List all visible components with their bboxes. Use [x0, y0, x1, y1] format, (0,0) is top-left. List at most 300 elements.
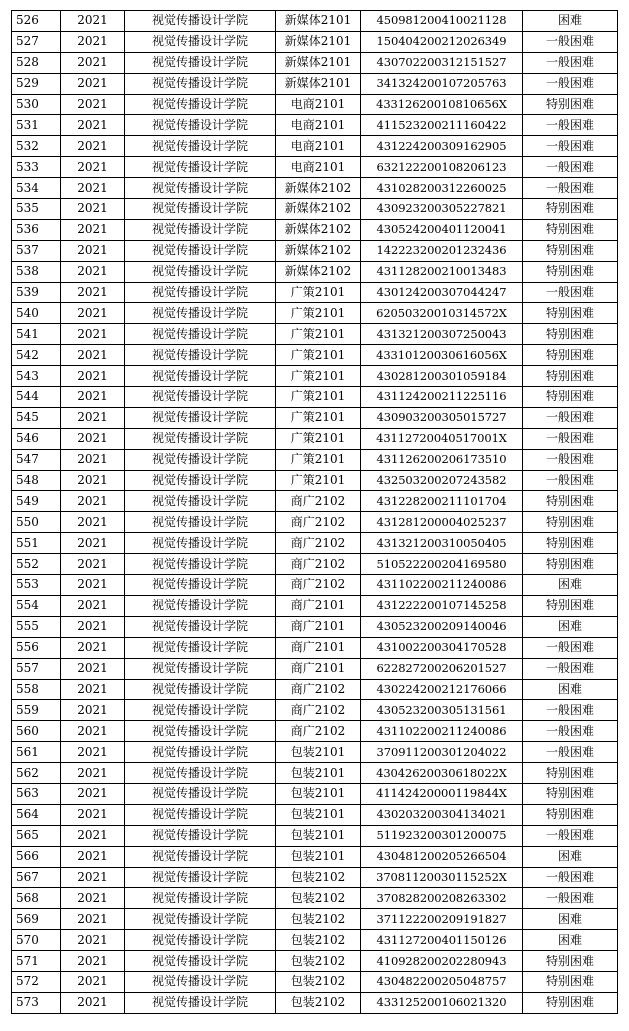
difficulty-level-cell: 特别困难	[523, 595, 618, 616]
row-number-cell: 553	[12, 575, 61, 596]
year-cell: 2021	[61, 199, 125, 220]
id-number-cell: 430482200205048757	[361, 971, 523, 992]
year-cell: 2021	[61, 157, 125, 178]
difficulty-level-cell: 一般困难	[523, 157, 618, 178]
college-cell: 视觉传播设计学院	[125, 219, 276, 240]
college-cell: 视觉传播设计学院	[125, 825, 276, 846]
row-number-cell: 541	[12, 324, 61, 345]
class-cell: 包装2102	[276, 930, 361, 951]
year-cell: 2021	[61, 366, 125, 387]
college-cell: 视觉传播设计学院	[125, 491, 276, 512]
table-row	[12, 199, 618, 220]
id-number-cell: 431126200206173510	[361, 449, 523, 470]
id-number-cell: 622827200206201527	[361, 658, 523, 679]
row-number-cell: 544	[12, 387, 61, 408]
college-cell: 视觉传播设计学院	[125, 366, 276, 387]
table-row	[12, 721, 618, 742]
table-row	[12, 491, 618, 512]
college-cell: 视觉传播设计学院	[125, 512, 276, 533]
row-number-cell: 557	[12, 658, 61, 679]
table-row	[12, 240, 618, 261]
class-cell: 商广2102	[276, 554, 361, 575]
year-cell: 2021	[61, 261, 125, 282]
college-cell: 视觉传播设计学院	[125, 73, 276, 94]
year-cell: 2021	[61, 867, 125, 888]
table-row	[12, 742, 618, 763]
row-number-cell: 534	[12, 178, 61, 199]
id-number-cell: 430224200212176066	[361, 679, 523, 700]
college-cell: 视觉传播设计学院	[125, 575, 276, 596]
table-row	[12, 345, 618, 366]
table-row	[12, 449, 618, 470]
college-cell: 视觉传播设计学院	[125, 700, 276, 721]
row-number-cell: 563	[12, 783, 61, 804]
year-cell: 2021	[61, 721, 125, 742]
college-cell: 视觉传播设计学院	[125, 533, 276, 554]
year-cell: 2021	[61, 31, 125, 52]
difficulty-level-cell: 特别困难	[523, 324, 618, 345]
college-cell: 视觉传播设计学院	[125, 428, 276, 449]
table-row	[12, 951, 618, 972]
college-cell: 视觉传播设计学院	[125, 679, 276, 700]
class-cell: 新媒体2102	[276, 178, 361, 199]
year-cell: 2021	[61, 992, 125, 1013]
id-number-cell: 430702200312151527	[361, 52, 523, 73]
class-cell: 广策2101	[276, 449, 361, 470]
year-cell: 2021	[61, 909, 125, 930]
college-cell: 视觉传播设计学院	[125, 345, 276, 366]
difficulty-level-cell: 特别困难	[523, 971, 618, 992]
row-number-cell: 539	[12, 282, 61, 303]
table-row	[12, 470, 618, 491]
class-cell: 新媒体2101	[276, 31, 361, 52]
year-cell: 2021	[61, 449, 125, 470]
difficulty-level-cell: 一般困难	[523, 136, 618, 157]
id-number-cell: 431002200304170528	[361, 637, 523, 658]
class-cell: 包装2101	[276, 783, 361, 804]
row-number-cell: 530	[12, 94, 61, 115]
table-body	[12, 11, 618, 1014]
college-cell: 视觉传播设计学院	[125, 909, 276, 930]
college-cell: 视觉传播设计学院	[125, 804, 276, 825]
row-number-cell: 533	[12, 157, 61, 178]
year-cell: 2021	[61, 804, 125, 825]
id-number-cell: 410928200202280943	[361, 951, 523, 972]
college-cell: 视觉传播设计学院	[125, 11, 276, 32]
class-cell: 广策2101	[276, 345, 361, 366]
table-row	[12, 575, 618, 596]
class-cell: 包装2101	[276, 742, 361, 763]
id-number-cell: 43312620010810656X	[361, 94, 523, 115]
year-cell: 2021	[61, 491, 125, 512]
class-cell: 商广2102	[276, 491, 361, 512]
year-cell: 2021	[61, 11, 125, 32]
id-number-cell: 430481200205266504	[361, 846, 523, 867]
row-number-cell: 538	[12, 261, 61, 282]
class-cell: 商广2102	[276, 700, 361, 721]
row-number-cell: 550	[12, 512, 61, 533]
class-cell: 电商2101	[276, 115, 361, 136]
id-number-cell: 431321200310050405	[361, 533, 523, 554]
id-number-cell: 430523200209140046	[361, 616, 523, 637]
difficulty-level-cell: 一般困难	[523, 73, 618, 94]
id-number-cell: 142223200201232436	[361, 240, 523, 261]
college-cell: 视觉传播设计学院	[125, 658, 276, 679]
college-cell: 视觉传播设计学院	[125, 616, 276, 637]
college-cell: 视觉传播设计学院	[125, 387, 276, 408]
difficulty-level-cell: 一般困难	[523, 825, 618, 846]
row-number-cell: 529	[12, 73, 61, 94]
id-number-cell: 150404200212026349	[361, 31, 523, 52]
year-cell: 2021	[61, 178, 125, 199]
college-cell: 视觉传播设计学院	[125, 742, 276, 763]
difficulty-level-cell: 特别困难	[523, 366, 618, 387]
class-cell: 广策2101	[276, 428, 361, 449]
row-number-cell: 554	[12, 595, 61, 616]
college-cell: 视觉传播设计学院	[125, 31, 276, 52]
college-cell: 视觉传播设计学院	[125, 282, 276, 303]
year-cell: 2021	[61, 428, 125, 449]
table-row	[12, 178, 618, 199]
class-cell: 新媒体2101	[276, 52, 361, 73]
difficulty-level-cell: 一般困难	[523, 470, 618, 491]
id-number-cell: 37081120030115252X	[361, 867, 523, 888]
college-cell: 视觉传播设计学院	[125, 324, 276, 345]
table-row	[12, 73, 618, 94]
id-number-cell: 450981200410021128	[361, 11, 523, 32]
table-row	[12, 136, 618, 157]
table-row	[12, 909, 618, 930]
difficulty-level-cell: 困难	[523, 575, 618, 596]
year-cell: 2021	[61, 951, 125, 972]
table-row	[12, 804, 618, 825]
id-number-cell: 430281200301059184	[361, 366, 523, 387]
table-row	[12, 52, 618, 73]
id-number-cell: 41142420000119844X	[361, 783, 523, 804]
class-cell: 广策2101	[276, 366, 361, 387]
difficulty-level-cell: 一般困难	[523, 282, 618, 303]
class-cell: 商广2102	[276, 721, 361, 742]
table-row	[12, 157, 618, 178]
id-number-cell: 370911200301204022	[361, 742, 523, 763]
class-cell: 新媒体2101	[276, 73, 361, 94]
table-row	[12, 658, 618, 679]
college-cell: 视觉传播设计学院	[125, 554, 276, 575]
difficulty-level-cell: 特别困难	[523, 783, 618, 804]
year-cell: 2021	[61, 219, 125, 240]
difficulty-level-cell: 一般困难	[523, 449, 618, 470]
year-cell: 2021	[61, 783, 125, 804]
table-row	[12, 31, 618, 52]
college-cell: 视觉传播设计学院	[125, 157, 276, 178]
row-number-cell: 532	[12, 136, 61, 157]
id-number-cell: 432503200207243582	[361, 470, 523, 491]
college-cell: 视觉传播设计学院	[125, 470, 276, 491]
college-cell: 视觉传播设计学院	[125, 136, 276, 157]
class-cell: 新媒体2102	[276, 261, 361, 282]
year-cell: 2021	[61, 407, 125, 428]
class-cell: 广策2101	[276, 407, 361, 428]
college-cell: 视觉传播设计学院	[125, 178, 276, 199]
difficulty-level-cell: 特别困难	[523, 94, 618, 115]
difficulty-level-cell: 困难	[523, 930, 618, 951]
difficulty-level-cell: 一般困难	[523, 31, 618, 52]
table-row	[12, 94, 618, 115]
id-number-cell: 411523200211160422	[361, 115, 523, 136]
class-cell: 新媒体2102	[276, 199, 361, 220]
table-row	[12, 637, 618, 658]
year-cell: 2021	[61, 679, 125, 700]
difficulty-level-cell: 困难	[523, 909, 618, 930]
difficulty-level-cell: 特别困难	[523, 199, 618, 220]
id-number-cell: 431321200307250043	[361, 324, 523, 345]
class-cell: 广策2101	[276, 282, 361, 303]
table-row	[12, 616, 618, 637]
difficulty-level-cell: 特别困难	[523, 554, 618, 575]
row-number-cell: 531	[12, 115, 61, 136]
year-cell: 2021	[61, 763, 125, 784]
id-number-cell: 371122200209191827	[361, 909, 523, 930]
college-cell: 视觉传播设计学院	[125, 407, 276, 428]
year-cell: 2021	[61, 512, 125, 533]
class-cell: 商广2101	[276, 616, 361, 637]
id-number-cell: 430203200304134021	[361, 804, 523, 825]
year-cell: 2021	[61, 616, 125, 637]
difficulty-level-cell: 一般困难	[523, 658, 618, 679]
class-cell: 广策2101	[276, 470, 361, 491]
id-number-cell: 430524200401120041	[361, 219, 523, 240]
year-cell: 2021	[61, 282, 125, 303]
id-number-cell: 43042620030618022X	[361, 763, 523, 784]
id-number-cell: 431224200309162905	[361, 136, 523, 157]
table-row	[12, 512, 618, 533]
row-number-cell: 536	[12, 219, 61, 240]
id-number-cell: 430923200305227821	[361, 199, 523, 220]
table-row	[12, 992, 618, 1013]
difficulty-level-cell: 特别困难	[523, 240, 618, 261]
class-cell: 广策2101	[276, 303, 361, 324]
table-row	[12, 115, 618, 136]
table-row	[12, 554, 618, 575]
college-cell: 视觉传播设计学院	[125, 637, 276, 658]
row-number-cell: 560	[12, 721, 61, 742]
difficulty-level-cell: 特别困难	[523, 219, 618, 240]
class-cell: 包装2102	[276, 951, 361, 972]
class-cell: 商广2101	[276, 637, 361, 658]
row-number-cell: 528	[12, 52, 61, 73]
class-cell: 广策2101	[276, 324, 361, 345]
difficulty-level-cell: 一般困难	[523, 867, 618, 888]
row-number-cell: 573	[12, 992, 61, 1013]
year-cell: 2021	[61, 387, 125, 408]
id-number-cell: 632122200108206123	[361, 157, 523, 178]
table-row	[12, 282, 618, 303]
class-cell: 包装2101	[276, 846, 361, 867]
difficulty-level-cell: 一般困难	[523, 178, 618, 199]
row-number-cell: 556	[12, 637, 61, 658]
difficulty-level-cell: 一般困难	[523, 742, 618, 763]
college-cell: 视觉传播设计学院	[125, 992, 276, 1013]
table-row	[12, 387, 618, 408]
class-cell: 广策2101	[276, 387, 361, 408]
difficulty-level-cell: 一般困难	[523, 700, 618, 721]
table-row	[12, 595, 618, 616]
college-cell: 视觉传播设计学院	[125, 763, 276, 784]
table-row	[12, 533, 618, 554]
id-number-cell: 341324200107205763	[361, 73, 523, 94]
row-number-cell: 552	[12, 554, 61, 575]
year-cell: 2021	[61, 971, 125, 992]
row-number-cell: 543	[12, 366, 61, 387]
difficulty-level-cell: 特别困难	[523, 804, 618, 825]
difficulty-level-cell: 一般困难	[523, 721, 618, 742]
row-number-cell: 540	[12, 303, 61, 324]
class-cell: 商广2102	[276, 512, 361, 533]
table-row	[12, 888, 618, 909]
row-number-cell: 564	[12, 804, 61, 825]
table-row	[12, 679, 618, 700]
difficulty-level-cell: 特别困难	[523, 533, 618, 554]
year-cell: 2021	[61, 742, 125, 763]
class-cell: 商广2102	[276, 575, 361, 596]
class-cell: 新媒体2102	[276, 240, 361, 261]
year-cell: 2021	[61, 554, 125, 575]
difficulty-level-cell: 特别困难	[523, 303, 618, 324]
row-number-cell: 561	[12, 742, 61, 763]
row-number-cell: 555	[12, 616, 61, 637]
table-row	[12, 303, 618, 324]
row-number-cell: 566	[12, 846, 61, 867]
table-row	[12, 867, 618, 888]
row-number-cell: 549	[12, 491, 61, 512]
year-cell: 2021	[61, 324, 125, 345]
difficulty-level-cell: 一般困难	[523, 888, 618, 909]
difficulty-level-cell: 特别困难	[523, 261, 618, 282]
class-cell: 商广2101	[276, 595, 361, 616]
year-cell: 2021	[61, 345, 125, 366]
difficulty-level-cell: 特别困难	[523, 387, 618, 408]
year-cell: 2021	[61, 637, 125, 658]
year-cell: 2021	[61, 73, 125, 94]
table-row	[12, 700, 618, 721]
id-number-cell: 510522200204169580	[361, 554, 523, 575]
row-number-cell: 547	[12, 449, 61, 470]
table-row	[12, 846, 618, 867]
year-cell: 2021	[61, 575, 125, 596]
id-number-cell: 431102200211240086	[361, 575, 523, 596]
class-cell: 包装2102	[276, 971, 361, 992]
year-cell: 2021	[61, 825, 125, 846]
class-cell: 新媒体2102	[276, 219, 361, 240]
year-cell: 2021	[61, 136, 125, 157]
row-number-cell: 571	[12, 951, 61, 972]
year-cell: 2021	[61, 303, 125, 324]
table-row	[12, 930, 618, 951]
id-number-cell: 431128200210013483	[361, 261, 523, 282]
year-cell: 2021	[61, 240, 125, 261]
id-number-cell: 431102200211240086	[361, 721, 523, 742]
year-cell: 2021	[61, 930, 125, 951]
difficulty-level-cell: 特别困难	[523, 345, 618, 366]
class-cell: 包装2101	[276, 763, 361, 784]
table-row	[12, 11, 618, 32]
id-number-cell: 431281200004025237	[361, 512, 523, 533]
table-row	[12, 407, 618, 428]
id-number-cell: 62050320010314572X	[361, 303, 523, 324]
college-cell: 视觉传播设计学院	[125, 930, 276, 951]
difficulty-level-cell: 一般困难	[523, 52, 618, 73]
id-number-cell: 433125200106021320	[361, 992, 523, 1013]
table-row	[12, 783, 618, 804]
table-row	[12, 428, 618, 449]
class-cell: 商广2101	[276, 658, 361, 679]
year-cell: 2021	[61, 94, 125, 115]
id-number-cell: 511923200301200075	[361, 825, 523, 846]
class-cell: 商广2102	[276, 679, 361, 700]
difficulty-level-cell: 困难	[523, 679, 618, 700]
row-number-cell: 545	[12, 407, 61, 428]
difficulty-level-cell: 一般困难	[523, 407, 618, 428]
id-number-cell: 430124200307044247	[361, 282, 523, 303]
difficulty-level-cell: 特别困难	[523, 951, 618, 972]
college-cell: 视觉传播设计学院	[125, 115, 276, 136]
year-cell: 2021	[61, 533, 125, 554]
college-cell: 视觉传播设计学院	[125, 303, 276, 324]
year-cell: 2021	[61, 888, 125, 909]
class-cell: 包装2102	[276, 992, 361, 1013]
college-cell: 视觉传播设计学院	[125, 449, 276, 470]
row-number-cell: 527	[12, 31, 61, 52]
difficulty-level-cell: 一般困难	[523, 115, 618, 136]
table-row	[12, 324, 618, 345]
id-number-cell: 431127200401150126	[361, 930, 523, 951]
college-cell: 视觉传播设计学院	[125, 199, 276, 220]
college-cell: 视觉传播设计学院	[125, 721, 276, 742]
year-cell: 2021	[61, 700, 125, 721]
class-cell: 包装2102	[276, 867, 361, 888]
id-number-cell: 431028200312260025	[361, 178, 523, 199]
row-number-cell: 559	[12, 700, 61, 721]
row-number-cell: 558	[12, 679, 61, 700]
college-cell: 视觉传播设计学院	[125, 971, 276, 992]
class-cell: 包装2101	[276, 804, 361, 825]
college-cell: 视觉传播设计学院	[125, 783, 276, 804]
college-cell: 视觉传播设计学院	[125, 867, 276, 888]
difficulty-level-cell: 特别困难	[523, 992, 618, 1013]
row-number-cell: 551	[12, 533, 61, 554]
row-number-cell: 570	[12, 930, 61, 951]
row-number-cell: 526	[12, 11, 61, 32]
class-cell: 包装2101	[276, 825, 361, 846]
class-cell: 新媒体2101	[276, 11, 361, 32]
row-number-cell: 548	[12, 470, 61, 491]
class-cell: 电商2101	[276, 157, 361, 178]
difficulty-level-cell: 特别困难	[523, 491, 618, 512]
college-cell: 视觉传播设计学院	[125, 951, 276, 972]
class-cell: 电商2101	[276, 136, 361, 157]
row-number-cell: 562	[12, 763, 61, 784]
difficulty-level-cell: 困难	[523, 11, 618, 32]
id-number-cell: 370828200208263302	[361, 888, 523, 909]
college-cell: 视觉传播设计学院	[125, 888, 276, 909]
year-cell: 2021	[61, 595, 125, 616]
year-cell: 2021	[61, 658, 125, 679]
id-number-cell: 430523200305131561	[361, 700, 523, 721]
college-cell: 视觉传播设计学院	[125, 94, 276, 115]
year-cell: 2021	[61, 846, 125, 867]
row-number-cell: 565	[12, 825, 61, 846]
id-number-cell: 431124200211225116	[361, 387, 523, 408]
